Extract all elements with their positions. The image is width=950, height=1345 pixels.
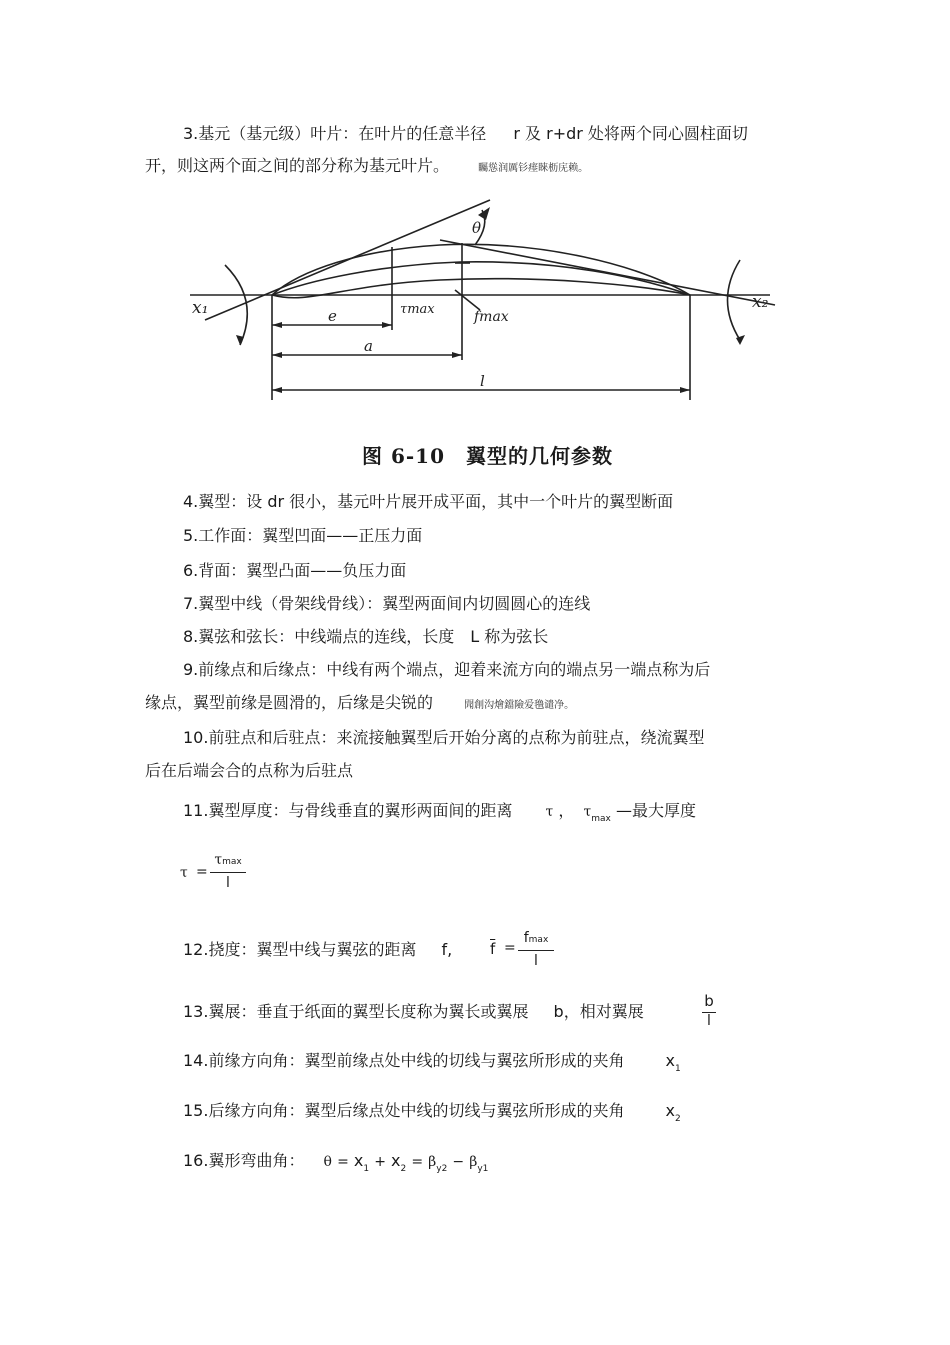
label-a: a: [364, 337, 373, 355]
label-f-max: fmax: [474, 309, 509, 325]
item-11-tau-max: τ: [583, 804, 592, 820]
b-fraction: [702, 992, 716, 1029]
right-arc: [728, 260, 741, 340]
leading-tangent: [205, 200, 490, 320]
airfoil-figure: [0, 185, 950, 605]
item-4: 4.翼型：设 dr 很小，基元叶片展开成平面，其中一个叶片的翼型断面: [183, 492, 674, 511]
item-11-tau: τ: [545, 804, 554, 820]
item-11-max: max: [591, 814, 611, 824]
x2-sub: 2: [675, 1114, 681, 1124]
item-13: [183, 1002, 644, 1022]
item-10-line2: 后在后端会合的点称为后驻点: [145, 761, 354, 780]
item-12: [183, 940, 452, 960]
theta-s2: 2: [400, 1164, 407, 1174]
label-theta: θ: [472, 219, 482, 237]
theta-sy2: y2: [436, 1164, 448, 1174]
b-num: b: [704, 992, 714, 1010]
item-12-text: 12.挠度：翼型中线与翼弦的距离: [183, 940, 417, 959]
item-15: [183, 1101, 681, 1124]
item-9-line1: 9.前缘点和后缘点：中线有两个端点，迎着来流方向的端点另一端点称为后: [183, 660, 711, 679]
f-num: f: [523, 930, 529, 946]
f-eq: =: [504, 940, 516, 956]
item-16: [183, 1151, 488, 1174]
theta-plus: +: [374, 1154, 386, 1170]
section3-line2: [145, 156, 588, 179]
theta-minus: −: [452, 1154, 465, 1170]
theta-sy1: y1: [477, 1164, 489, 1174]
tau-fraction: [210, 852, 246, 891]
item-11-tail: —最大厚度: [615, 801, 696, 820]
x1-base: x: [665, 1051, 676, 1070]
section3-note: 矚慫润厲钐瘗睞枥庑赖。: [478, 163, 589, 174]
label-tau-max: τmax: [400, 302, 435, 317]
theta-s1: 1: [363, 1164, 370, 1174]
item-11: [183, 801, 696, 824]
label-e: e: [328, 307, 337, 325]
item-13-b: b，相对翼展: [553, 1002, 644, 1021]
item-14-x: [665, 1051, 681, 1074]
item-11-text: 11.翼型厚度：与骨线垂直的翼形两面间的距离: [183, 801, 513, 820]
section3-text-b: r 及 r+dr 处将两个同心圆柱面切: [513, 124, 748, 143]
figure-caption: 图 6-10 翼型的几何参数: [362, 444, 614, 468]
theta-symbol: θ: [323, 1154, 332, 1170]
tau-lhs: τ: [180, 865, 188, 881]
x1-sub: 1: [675, 1064, 681, 1074]
theta-beta1: β: [428, 1154, 437, 1170]
section3-text-a: 3.基元（基元级）叶片：在叶片的任意半径: [183, 124, 487, 143]
item-9-line2: [145, 693, 574, 716]
item-11-comma: ，: [558, 801, 575, 820]
tau-den: l: [210, 872, 246, 891]
f-formula: [488, 930, 568, 976]
item-12-f: f,: [441, 940, 453, 959]
item-14: [183, 1051, 681, 1074]
f-lhs: $\overline{f}$: [490, 940, 496, 958]
theta-formula: [323, 1151, 489, 1174]
item-9-text: 缘点，翼型前缘是圆滑的，后缘是尖锐的: [145, 693, 434, 712]
tau-num: τ: [214, 852, 223, 868]
item-9-note: 聞創沟燴鐺險爱氇谴净。: [464, 700, 575, 711]
item-14-text: 14.前缘方向角：翼型前缘点处中线的切线与翼弦所形成的夹角: [183, 1051, 625, 1070]
x2-base: x: [665, 1101, 676, 1120]
label-l: l: [480, 372, 485, 390]
section3-line1: [183, 124, 748, 144]
left-arc: [225, 265, 247, 345]
item-10-line1: 10.前驻点和后驻点：来流接触翼型后开始分离的点称为前驻点，绕流翼型: [183, 728, 705, 747]
item-7: 7.翼型中线（骨架线骨线）：翼型两面间内切圆圆心的连线: [183, 594, 591, 613]
theta-eq2: =: [411, 1154, 424, 1170]
theta-x1: x: [353, 1151, 364, 1170]
f-num-sub: max: [528, 935, 549, 945]
item-6: 6.背面：翼型凸面——负压力面: [183, 561, 407, 580]
tau-formula: [180, 852, 260, 898]
section3-text-c: 开，则这两个面之间的部分称为基元叶片。: [145, 156, 450, 175]
f-den: l: [518, 950, 554, 969]
tau-eq: =: [196, 864, 208, 880]
f-fraction: [518, 930, 554, 969]
item-5: 5.工作面：翼型凹面——正压力面: [183, 526, 423, 545]
item-8: 8.翼弦和弦长：中线端点的连线，长度 L 称为弦长: [183, 627, 549, 646]
theta-beta2: β: [469, 1154, 478, 1170]
item-13-text: 13.翼展：垂直于纸面的翼型长度称为翼长或翼展: [183, 1002, 529, 1021]
theta-eq1: =: [337, 1154, 349, 1170]
item-15-text: 15.后缘方向角：翼型后缘点处中线的切线与翼弦所形成的夹角: [183, 1101, 625, 1120]
item-16-text: 16.翼形弯曲角：: [183, 1151, 305, 1170]
theta-x2: x: [391, 1151, 401, 1170]
item-15-x: [665, 1101, 681, 1124]
upper-surface: [272, 244, 690, 295]
tau-num-sub: max: [222, 857, 242, 867]
b-den: l: [702, 1012, 716, 1029]
label-x1: x₁: [192, 298, 209, 318]
label-x2: x₂: [752, 292, 769, 312]
